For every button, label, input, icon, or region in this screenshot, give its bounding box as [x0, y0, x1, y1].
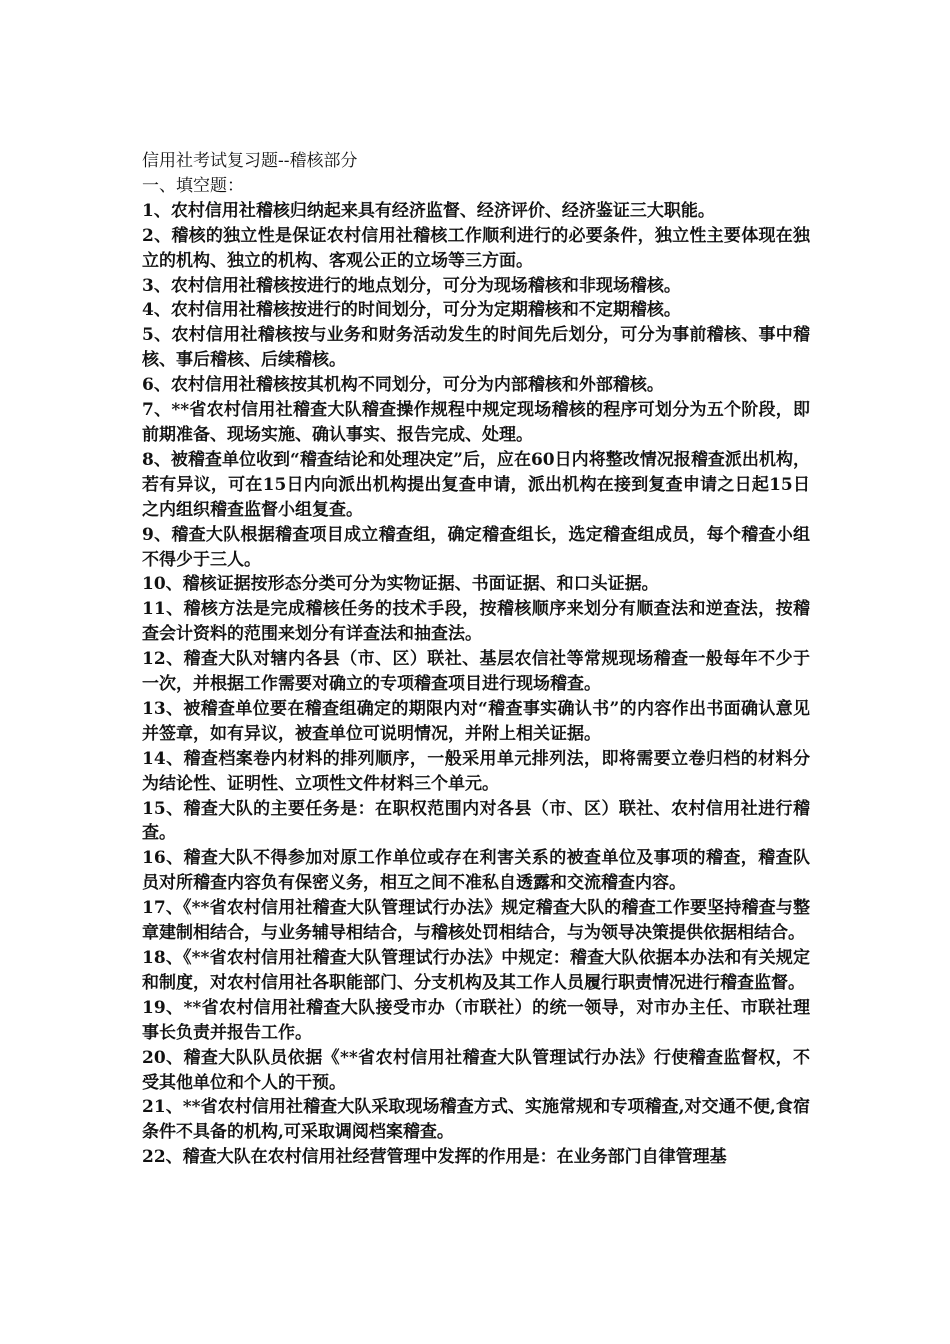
question-item-8: 8、被稽查单位收到“稽查结论和处理决定”后，应在60日内将整改情况报稽查派出机构，若有异议，可在15日内向派出机构提出复查申请，派出机构在接到复查申请之日起15日之内组织稽查监督小组复查。	[142, 449, 810, 520]
section-heading: 一、填空题：	[142, 175, 244, 196]
question-item-11: 11、稽核方法是完成稽核任务的技术手段，按稽核顺序来划分有顺查法和逆查法，按稽查会计资料的范围来划分有详查法和抽查法。	[142, 599, 810, 645]
question-item-20: 20、稽查大队队员依据《**省农村信用社稽查大队管理试行办法》行使稽查监督权，不受其他单位和个人的干预。	[142, 1047, 810, 1093]
question-item-18: 18、《**省农村信用社稽查大队管理试行办法》中规定：稽查大队依据本办法和有关规定和制度，对农村信用社各职能部门、分支机构及其工作人员履行职责情况进行稽查监督。	[142, 948, 810, 993]
document-title: 信用社考试复习题--稽核部分	[142, 151, 358, 171]
question-item-2: 2、稽核的独立性是保证农村信用社稽核工作顺利进行的必要条件，独立性主要体现在独立的机构、独立的机构、客观公正的立场等三方面。	[142, 225, 810, 271]
question-item-5: 5、农村信用社稽核按与业务和财务活动发生的时间先后划分，可分为事前稽核、事中稽核、事后稽核、后续稽核。	[142, 325, 810, 371]
question-item-10: 10、稽核证据按形态分类可分为实物证据、书面证据、和口头证据。	[142, 574, 659, 595]
question-item-14: 14、稽查档案卷内材料的排列顺序，一般采用单元排列法，即将需要立卷归档的材料分为结论性、证明性、立项性文件材料三个单元。	[142, 748, 810, 794]
question-item-17: 17、《**省农村信用社稽查大队管理试行办法》规定稽查大队的稽查工作要坚持稽查与整章建制相结合，与业务辅导相结合，与稽核处罚相结合，与为领导决策提供依据相结合。	[142, 898, 810, 944]
question-item-12: 12、稽查大队对辖内各县（市、区）联社、基层农信社等常规现场稽查一般每年不少于一次，并根据工作需要对确立的专项稽查项目进行现场稽查。	[142, 649, 810, 695]
question-item-19: 19、**省农村信用社稽查大队接受市办（市联社）的统一领导，对市办主任、市联社理事长负责并报告工作。	[142, 997, 810, 1043]
question-item-7: 7、**省农村信用社稽查大队稽查操作规程中规定现场稽核的程序可划分为五个阶段，即前期准备、现场实施、确认事实、报告完成、处理。	[142, 400, 810, 445]
question-item-3: 3、农村信用社稽核按进行的地点划分，可分为现场稽核和非现场稽核。	[142, 275, 681, 296]
question-item-15: 15、稽查大队的主要任务是：在职权范围内对各县（市、区）联社、农村信用社进行稽查。	[142, 798, 810, 844]
question-item-13: 13、被稽查单位要在稽查组确定的期限内对“稽查事实确认书”的内容作出书面确认意见并签章，如有异议，被查单位可说明情况，并附上相关证据。	[142, 698, 810, 744]
question-item-21: 21、**省农村信用社稽查大队采取现场稽查方式、实施常规和专项稽查,对交通不便,食宿条件不具备的机构,可采取调阅档案稽查。	[142, 1097, 810, 1143]
question-item-22: 22、稽查大队在农村信用社经营管理中发挥的作用是：在业务部门自律管理基	[142, 1147, 727, 1168]
question-item-6: 6、农村信用社稽核按其机构不同划分，可分为内部稽核和外部稽核。	[142, 375, 664, 396]
question-item-4: 4、农村信用社稽核按进行的时间划分，可分为定期稽核和不定期稽核。	[142, 300, 681, 321]
question-item-9: 9、稽查大队根据稽查项目成立稽查组，确定稽查组长，选定稽查组成员，每个稽查小组不得少于三人。	[142, 524, 810, 570]
question-list	[142, 199, 810, 1170]
question-item-16: 16、稽查大队不得参加对原工作单位或存在利害关系的被查单位及事项的稽查，稽查队员对所稽查内容负有保密义务，相互之间不准私自透露和交流稽查内容。	[142, 848, 810, 894]
document-body	[142, 149, 810, 1170]
question-item-1: 1、农村信用社稽核归纳起来具有经济监督、经济评价、经济鉴证三大职能。	[142, 200, 715, 221]
